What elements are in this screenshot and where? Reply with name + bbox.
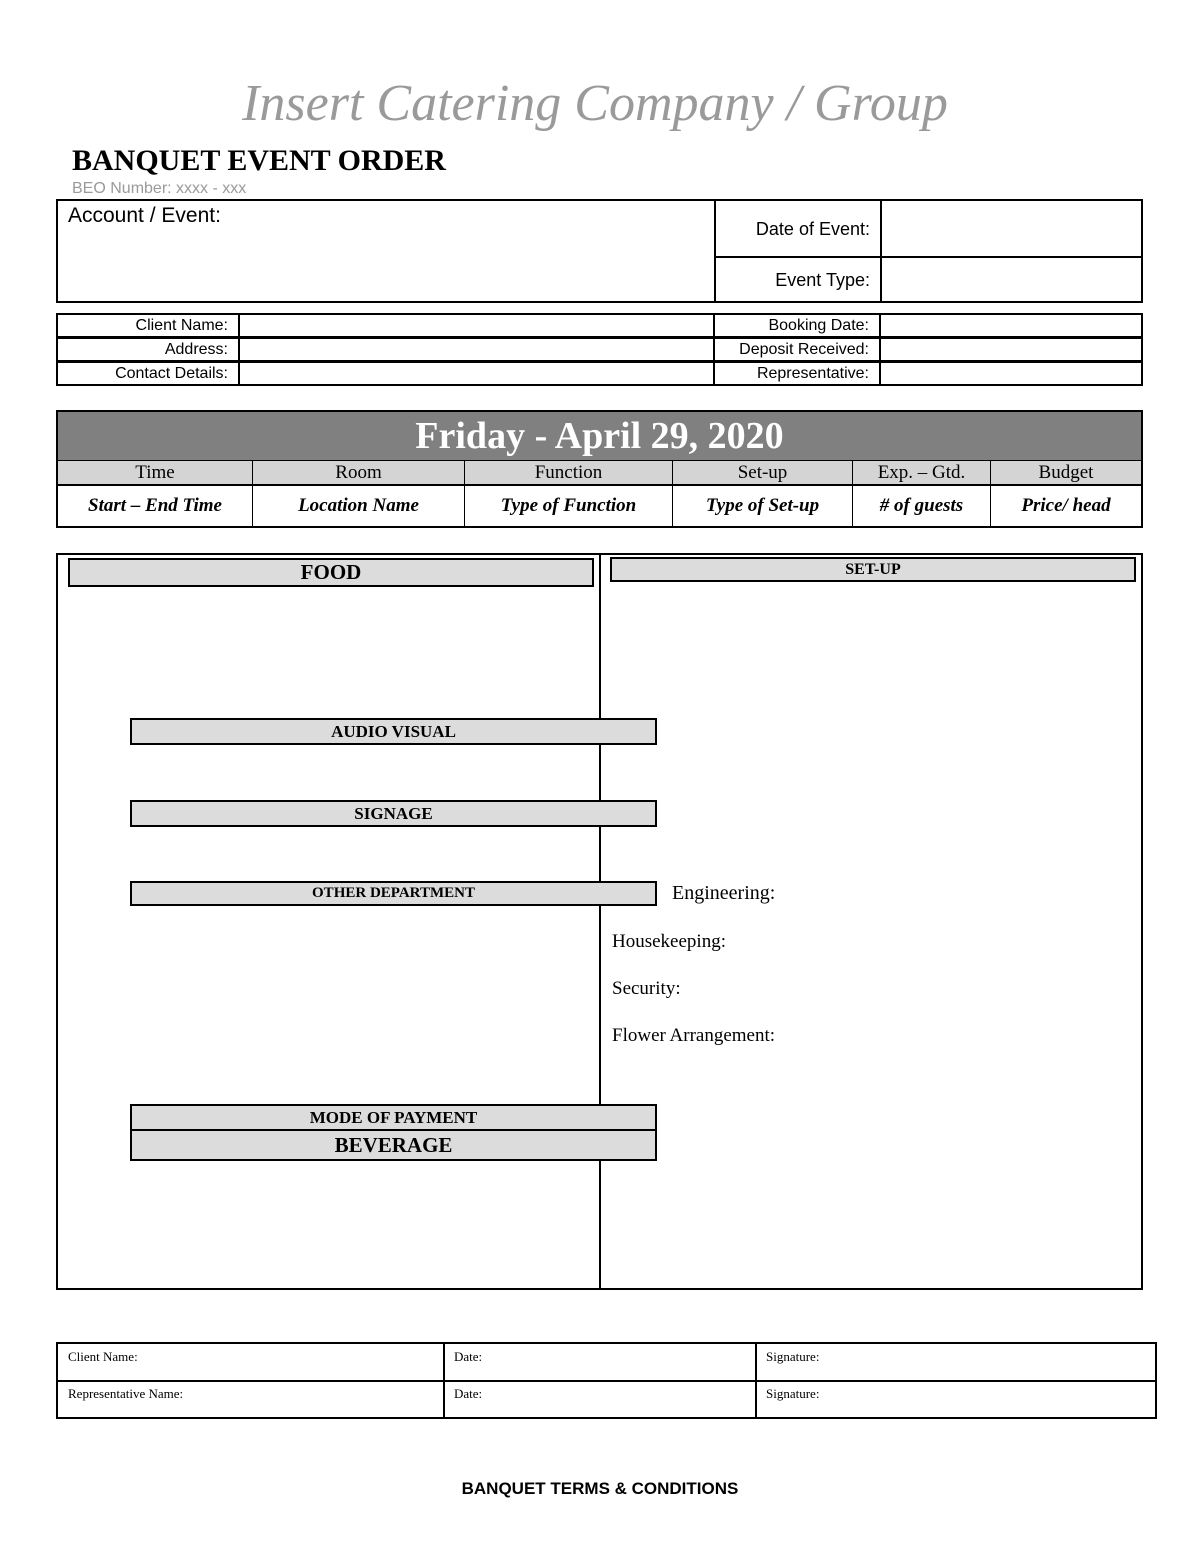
account-event-box (56, 199, 1143, 303)
client-name-field[interactable] (240, 315, 715, 336)
deposit-received-field[interactable] (881, 339, 1141, 360)
sig-client-signature-label: Signature: (766, 1349, 820, 1364)
schedule-table (56, 410, 1143, 528)
event-type-label: Event Type: (775, 270, 870, 290)
beverage-section-header: BEVERAGE (130, 1129, 657, 1161)
event-day-header: Friday - April 29, 2020 (58, 412, 1141, 460)
schedule-column-headers (58, 460, 1141, 486)
function-value[interactable]: Type of Function (465, 486, 673, 526)
col-header-expected: Exp. – Gtd. (853, 461, 991, 484)
representative-label: Representative: (715, 363, 881, 384)
col-header-room: Room (253, 461, 465, 484)
time-value[interactable]: Start – End Time (58, 486, 253, 526)
col-header-setup: Set-up (673, 461, 853, 484)
signature-col-divider-2 (755, 1344, 757, 1417)
engineering-label: Engineering: (672, 882, 776, 904)
signature-col-divider-1 (443, 1344, 445, 1417)
signature-table (56, 1342, 1157, 1419)
booking-date-field[interactable] (881, 315, 1141, 336)
event-type-field[interactable] (882, 258, 1141, 301)
setup-value[interactable]: Type of Set-up (673, 486, 853, 526)
booking-date-label: Booking Date: (715, 315, 881, 336)
food-section-header: FOOD (68, 558, 594, 587)
flower-arrangement-label: Flower Arrangement: (612, 1025, 776, 1046)
details-box (56, 553, 1143, 1290)
budget-value[interactable]: Price/ head (1021, 495, 1111, 516)
col-header-time: Time (58, 461, 253, 484)
sig-client-name-label: Client Name: (68, 1349, 138, 1364)
contact-details-field[interactable] (240, 363, 715, 384)
beo-number: BEO Number: xxxx - xxx (72, 180, 247, 197)
guests-value[interactable]: # of guests (853, 486, 991, 526)
setup-section-header: SET-UP (610, 557, 1136, 582)
schedule-values-row (58, 486, 1141, 526)
col-header-function: Function (465, 461, 673, 484)
date-of-event-field[interactable] (882, 201, 1141, 256)
sig-rep-name-label: Representative Name: (68, 1386, 184, 1401)
other-department-section-header: OTHER DEPARTMENT (130, 881, 657, 906)
signage-section-header: SIGNAGE (130, 800, 657, 827)
representative-field[interactable] (881, 363, 1141, 384)
client-row-3 (56, 361, 1143, 386)
deposit-received-label: Deposit Received: (715, 339, 881, 360)
client-row-1 (56, 313, 1143, 338)
client-info-grid (56, 313, 1143, 386)
address-label: Address: (58, 339, 240, 360)
contact-details-label: Contact Details: (58, 363, 240, 384)
sig-rep-signature-label: Signature: (766, 1386, 820, 1401)
col-header-budget: Budget (1038, 462, 1094, 483)
date-of-event-label: Date of Event: (755, 219, 870, 239)
document-title: BANQUET EVENT ORDER (72, 144, 446, 177)
signature-row-divider (58, 1380, 1155, 1382)
address-field[interactable] (240, 339, 715, 360)
room-value[interactable]: Location Name (253, 486, 465, 526)
audio-visual-section-header: AUDIO VISUAL (130, 718, 657, 745)
terms-heading: BANQUET TERMS & CONDITIONS (461, 1479, 739, 1498)
security-label: Security: (612, 978, 681, 999)
client-name-label: Client Name: (58, 315, 240, 336)
housekeeping-label: Housekeeping: (612, 931, 726, 952)
sig-rep-date-label: Date: (454, 1386, 483, 1401)
mode-of-payment-section-header: MODE OF PAYMENT (130, 1104, 657, 1131)
details-divider (599, 555, 601, 1288)
company-name: Insert Catering Company / Group (242, 75, 948, 132)
account-event-label: Account / Event: (68, 204, 221, 227)
client-row-2 (56, 337, 1143, 362)
sig-client-date-label: Date: (454, 1349, 483, 1364)
